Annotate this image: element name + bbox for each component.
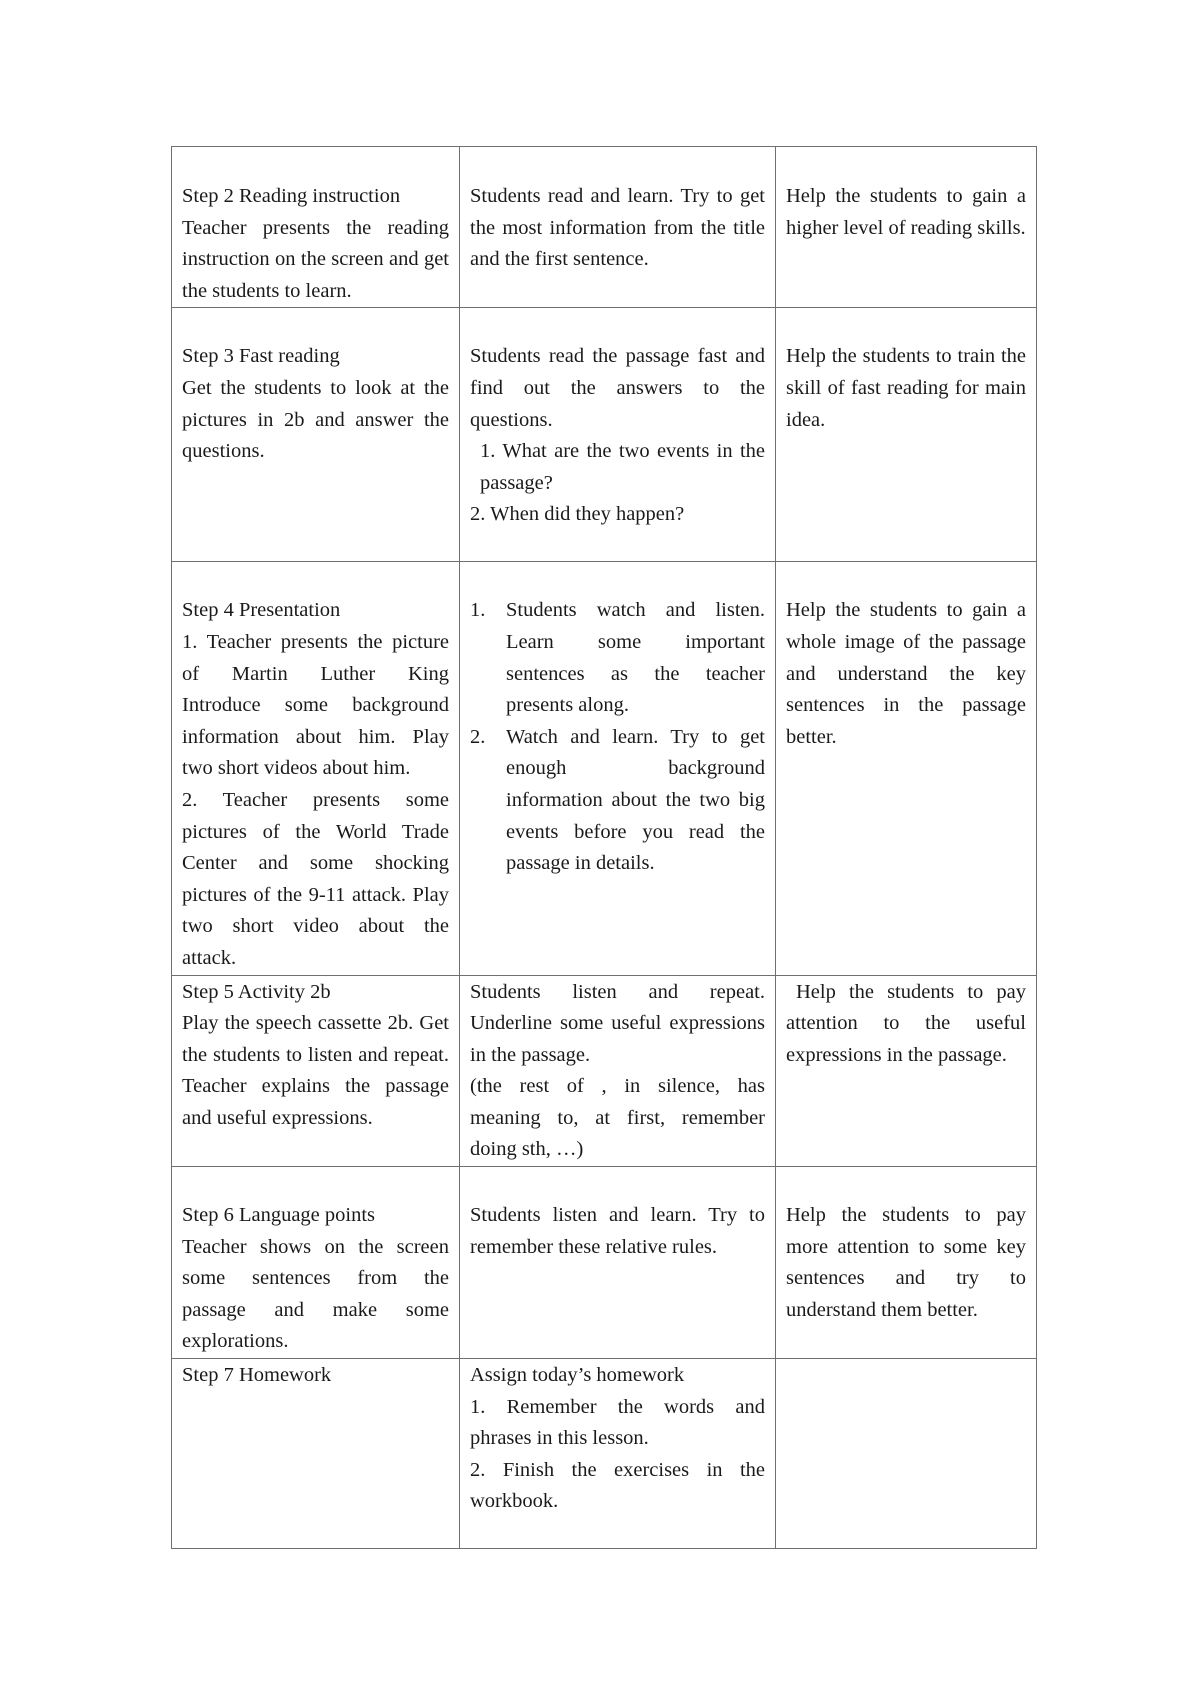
teacher-activity-text: Teacher shows on the screen some sentences from the passage and make some explorations. bbox=[182, 1235, 449, 1353]
table-row-step-5 bbox=[172, 975, 1037, 1167]
purpose-text: Help the students to pay more attention to some key sentences and try to understand them better. bbox=[786, 1204, 1026, 1321]
student-activity-cell bbox=[460, 308, 776, 562]
step-title: Step 3 Fast reading bbox=[182, 345, 340, 368]
teacher-activity-text-2: 2. Teacher presents some pictures of the World Trade Center and some shocking pictures of the 9-11 attack. Play two short video about the attack. bbox=[182, 788, 449, 969]
student-activity-list bbox=[470, 595, 765, 879]
lesson-plan-page bbox=[171, 146, 1036, 1549]
step-title: Step 7 Homework bbox=[182, 1364, 332, 1387]
purpose-cell bbox=[776, 975, 1037, 1167]
student-activity-cell bbox=[460, 1359, 776, 1549]
student-activity-text: Students read the passage fast and find out the answers to the questions. bbox=[470, 345, 765, 431]
teacher-activity-text: Play the speech cassette 2b. Get the students to listen and repeat. Teacher explains the passage and useful expressions. bbox=[182, 1012, 449, 1129]
list-item-number: 1. bbox=[470, 599, 486, 622]
student-activity-cell bbox=[460, 562, 776, 975]
teacher-activity-cell bbox=[172, 1359, 460, 1549]
teacher-activity-text: Get the students to look at the pictures in 2b and answer the questions. bbox=[182, 376, 449, 463]
purpose-cell bbox=[776, 147, 1037, 308]
table-row-step-6 bbox=[172, 1167, 1037, 1359]
step-title: Step 2 Reading instruction bbox=[182, 185, 401, 207]
list-item bbox=[470, 722, 765, 880]
table-row-step-7 bbox=[172, 1359, 1037, 1549]
table-row-step-4 bbox=[172, 562, 1037, 975]
question-2: 2. When did they happen? bbox=[470, 503, 685, 526]
purpose-text: Help the students to gain a higher level of reading skills. bbox=[786, 185, 1026, 239]
purpose-cell bbox=[776, 1167, 1037, 1359]
homework-item-1: 1. Remember the words and phrases in this lesson. bbox=[470, 1395, 765, 1450]
purpose-cell bbox=[776, 308, 1037, 562]
student-activity-text: Students listen and learn. Try to remember these relative rules. bbox=[470, 1204, 765, 1258]
student-activity-cell bbox=[460, 147, 776, 308]
teacher-activity-cell bbox=[172, 147, 460, 308]
homework-intro: Assign today’s homework bbox=[470, 1364, 685, 1387]
table-row-step-3 bbox=[172, 308, 1037, 562]
purpose-text: Help the students to pay attention to the useful expressions in the passage. bbox=[786, 980, 1026, 1066]
student-activity-text: Students read and learn. Try to get the most information from the title and the first sentence. bbox=[470, 185, 765, 271]
table-row-step-2 bbox=[172, 147, 1037, 308]
lesson-plan-table bbox=[171, 146, 1037, 1549]
student-activity-cell bbox=[460, 1167, 776, 1359]
teacher-activity-text-1: 1. Teacher presents the picture of Martin Luther King Introduce some background information about him. Play two short videos about him. bbox=[182, 630, 449, 780]
teacher-activity-text: Teacher presents the reading instruction on the screen and get the students to learn. bbox=[182, 216, 449, 302]
purpose-cell bbox=[776, 562, 1037, 975]
list-item-text: Watch and learn. Try to get enough background information about the two big events before you read the passage in details. bbox=[506, 725, 765, 875]
teacher-activity-cell bbox=[172, 562, 460, 975]
teacher-activity-cell bbox=[172, 975, 460, 1167]
step-title: Step 4 Presentation bbox=[182, 599, 341, 622]
homework-item-2: 2. Finish the exercises in the workbook. bbox=[470, 1458, 765, 1513]
list-item bbox=[470, 595, 765, 721]
student-activity-cell bbox=[460, 975, 776, 1167]
step-title: Step 6 Language points bbox=[182, 1204, 376, 1227]
purpose-text: Help the students to gain a whole image of the passage and understand the key sentences in the passage better. bbox=[786, 599, 1026, 748]
step-title: Step 5 Activity 2b bbox=[182, 980, 331, 1003]
teacher-activity-cell bbox=[172, 1167, 460, 1359]
list-item-number: 2. bbox=[470, 725, 486, 748]
list-item-text: Students watch and listen. Learn some important sentences as the teacher presents along. bbox=[506, 599, 765, 717]
student-activity-text: Students listen and repeat. Underline some useful expressions in the passage. bbox=[470, 980, 765, 1066]
purpose-cell bbox=[776, 1359, 1037, 1549]
student-activity-note: (the rest of , in silence, has meaning to, at first, remember doing sth, …) bbox=[470, 1075, 765, 1161]
purpose-text: Help the students to train the skill of fast reading for main idea. bbox=[786, 345, 1026, 431]
teacher-activity-cell bbox=[172, 308, 460, 562]
question-1: 1. What are the two events in the passage? bbox=[480, 440, 765, 494]
